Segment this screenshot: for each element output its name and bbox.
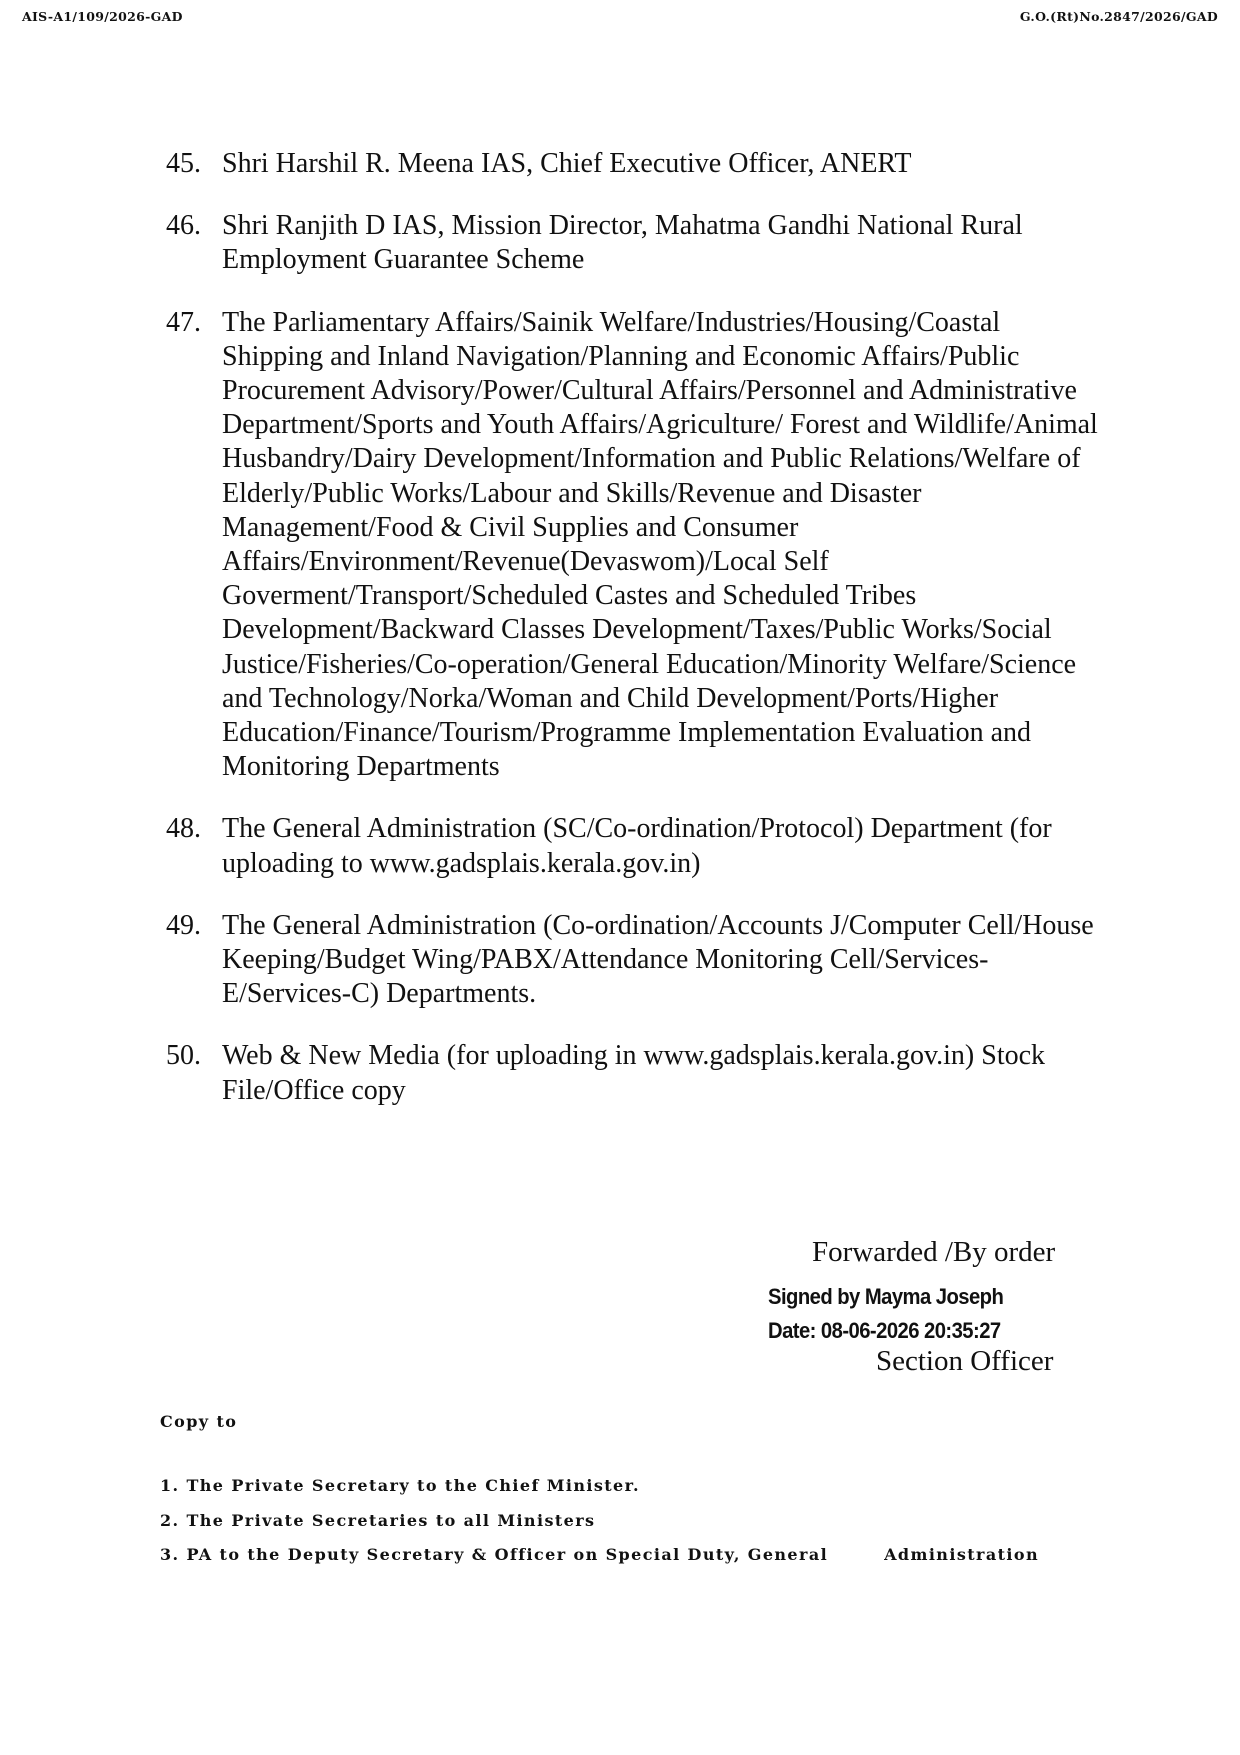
item-text: The General Administration (Co-ordination/Accounts J/Computer Cell/House Keeping/Budget Wing/PABX/Attendance Monitoring Cell/Services-E/Services-C) Departments.: [222, 909, 1094, 1010]
copy-to-item: [160, 1476, 1039, 1511]
copy-to-text-tail: Administration: [884, 1545, 1039, 1564]
list-item: [166, 812, 1106, 880]
signed-by: Signed by Mayma Joseph: [768, 1284, 1004, 1309]
copy-to-text: 2. The Private Secretaries to all Ministers: [160, 1510, 596, 1530]
list-item: [166, 306, 1106, 785]
item-text: Shri Ranjith D IAS, Mission Director, Mahatma Gandhi National Rural Employment Guarantee Scheme: [222, 210, 1023, 276]
item-number: 49.: [166, 909, 201, 941]
copy-to-text: 3. PA to the Deputy Secretary & Officer on Special Duty, General: [160, 1545, 829, 1564]
list-item: [166, 909, 1106, 1012]
designation: Section Officer: [876, 1345, 1054, 1377]
list-item: [166, 1039, 1106, 1107]
copy-to-item: [160, 1545, 1039, 1580]
item-number: 48.: [166, 813, 201, 845]
list-item: [166, 147, 1106, 181]
copy-to-heading: Copy to: [160, 1412, 238, 1431]
signature-date: Date: 08-06-2026 20:35:27: [768, 1318, 1001, 1343]
item-number: 45.: [166, 148, 201, 179]
digital-signature: [768, 1280, 1003, 1348]
order-number: G.O.(Rt)No.2847/2026/GAD: [1019, 9, 1218, 24]
item-text: Web & New Media (for uploading in www.gadsplais.kerala.gov.in) Stock File/Office copy: [222, 1040, 1046, 1106]
item-number: 46.: [166, 210, 201, 242]
copy-to-list: [160, 1476, 1039, 1580]
list-item: [166, 209, 1106, 277]
forwarded-by-order: Forwarded /By order: [812, 1236, 1056, 1268]
item-text: The Parliamentary Affairs/Sainik Welfare/Industries/Housing/Coastal Shipping and Inland Navigation/Planning and Economic Affairs/Public Procurement Advisory/Power/Cultural Affairs/Personnel and Administrative Department/Sports and Youth Affairs/Agriculture/ Forest and Wildlife/Animal Husbandry/Dairy Development/Information and Public Relations/Welfare of Elderly/Public Works/Labour and Skills/Revenue and Disaster Management/Food & Civil Supplies and Consumer Affairs/Environment/Revenue(Devaswom)/Local Self Goverment/Transport/Scheduled Castes and Scheduled Tribes Development/Backward Classes Development/Taxes/Public Works/Social Justice/Fisheries/Co-operation/General Education/Minority Welfare/Science and Technology/Norka/Woman and Child Development/Ports/Higher Education/Finance/Tourism/Programme Implementation Evaluation and Monitoring Departments: [222, 306, 1098, 783]
copy-to-item: [160, 1511, 1039, 1546]
recipient-list: [166, 147, 1106, 1136]
item-number: 47.: [166, 306, 201, 338]
file-reference: AIS-A1/109/2026-GAD: [22, 9, 183, 24]
item-text: Shri Harshil R. Meena IAS, Chief Executive Officer, ANERT: [222, 148, 912, 179]
copy-to-text: 1. The Private Secretary to the Chief Minister.: [160, 1476, 640, 1495]
item-text: The General Administration (SC/Co-ordination/Protocol) Department (for uploading to www.gadsplais.kerala.gov.in): [222, 813, 1052, 879]
item-number: 50.: [166, 1040, 201, 1072]
